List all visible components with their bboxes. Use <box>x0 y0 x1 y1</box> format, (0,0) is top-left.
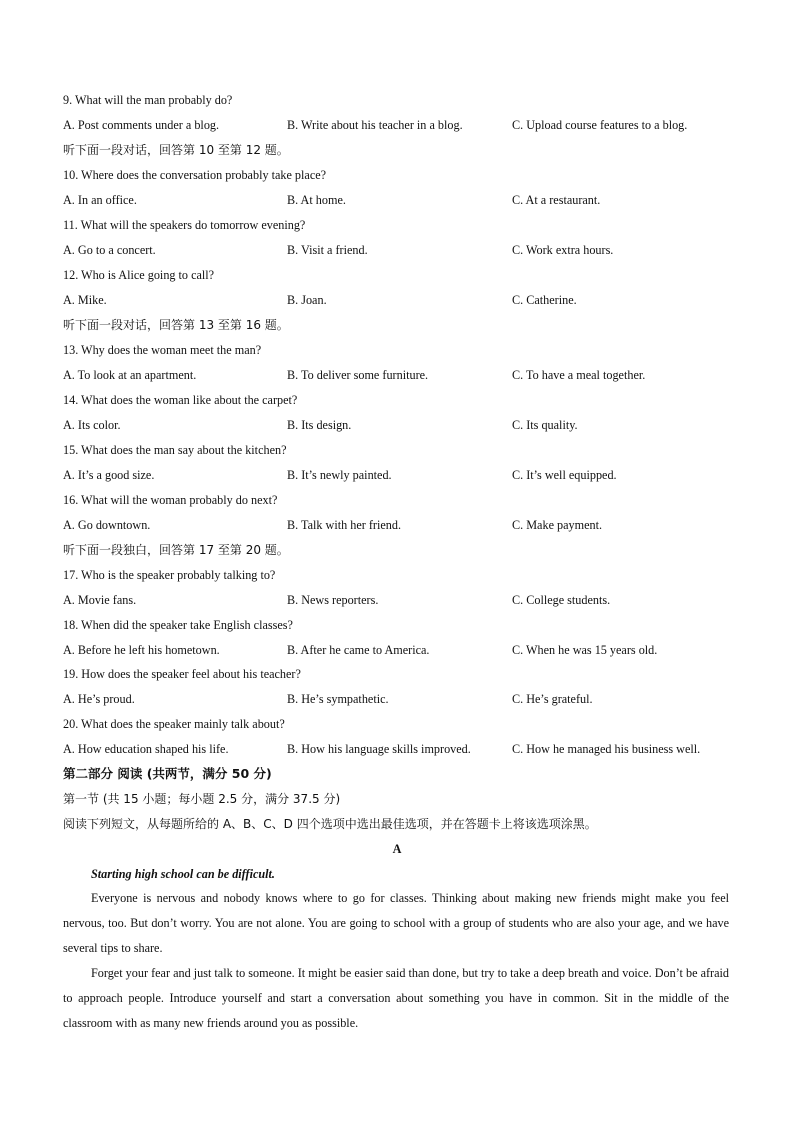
question-16: 16. What will the woman probably do next? <box>63 493 278 507</box>
option-b: B. He’s sympathetic. <box>287 692 389 706</box>
reading-instruction: 阅读下列短文，从每题所给的 A、B、C、D 四个选项中选出最佳选项，并在答题卡上将该选项涂黑。 <box>63 817 597 831</box>
section1-info: 第一节 (共 15 小题；每小题 2.5 分，满分 37.5 分) <box>63 792 341 806</box>
passage-title: Starting high school can be difficult. <box>91 867 275 881</box>
section-note: 听下面一段对话，回答第 13 至第 16 题。 <box>63 318 289 332</box>
option-c: C. Work extra hours. <box>512 243 614 257</box>
option-a: A. Go downtown. <box>63 518 151 532</box>
option-b: B. Write about his teacher in a blog. <box>287 118 463 132</box>
question-10: 10. Where does the conversation probably take place? <box>63 168 327 182</box>
option-c: C. Upload course features to a blog. <box>512 118 688 132</box>
option-b: B. News reporters. <box>287 593 379 607</box>
question-17: 17. Who is the speaker probably talking to? <box>63 568 276 582</box>
option-a: A. He’s proud. <box>63 692 135 706</box>
question-12: 12. Who is Alice going to call? <box>63 268 215 282</box>
question-13: 13. Why does the woman meet the man? <box>63 343 262 357</box>
option-b: B. How his language skills improved. <box>287 742 471 756</box>
question-20: 20. What does the speaker mainly talk about? <box>63 717 285 731</box>
option-c: C. How he managed his business well. <box>512 742 701 756</box>
option-b: B. Joan. <box>287 293 327 307</box>
option-c: C. Make payment. <box>512 518 603 532</box>
question-19: 19. How does the speaker feel about his teacher? <box>63 667 301 681</box>
option-c: C. To have a meal together. <box>512 368 646 382</box>
option-a: A. Its color. <box>63 418 121 432</box>
option-a: A. Post comments under a blog. <box>63 118 220 132</box>
option-a: A. Before he left his hometown. <box>63 643 220 657</box>
option-b: B. After he came to America. <box>287 643 430 657</box>
passage-label: A <box>392 842 402 856</box>
option-a: A. Mike. <box>63 293 107 307</box>
option-b: B. Visit a friend. <box>287 243 368 257</box>
question-15: 15. What does the man say about the kitchen? <box>63 443 287 457</box>
option-b: B. At home. <box>287 193 346 207</box>
question-11: 11. What will the speakers do tomorrow evening? <box>63 218 306 232</box>
option-b: B. Talk with her friend. <box>287 518 402 532</box>
option-b: B. Its design. <box>287 418 352 432</box>
section-note: 听下面一段独白，回答第 17 至第 20 题。 <box>63 543 289 557</box>
option-c: C. Catherine. <box>512 293 577 307</box>
option-c: C. It’s well equipped. <box>512 468 617 482</box>
option-a: A. How education shaped his life. <box>63 742 229 756</box>
question-9: 9. What will the man probably do? <box>63 93 233 107</box>
option-c: C. College students. <box>512 593 611 607</box>
option-b: B. It’s newly painted. <box>287 468 392 482</box>
option-c: C. When he was 15 years old. <box>512 643 658 657</box>
passage-paragraph-1: Everyone is nervous and nobody knows where to go for classes. Thinking about making new friends might make you feel nervous, too. But don’t worry. You are not alone. You are going to school with a group of students who are also your age, and we have several tips to share. <box>63 891 729 955</box>
part2-heading: 第二部分 阅读 (共两节，满分 50 分) <box>63 766 272 781</box>
question-18: 18. When did the speaker take English classes? <box>63 618 293 632</box>
option-c: C. At a restaurant. <box>512 193 601 207</box>
passage-paragraph-2: Forget your fear and just talk to someone. It might be easier said than done, but try to take a deep breath and voice. Don’t be afraid to approach people. Introduce yourself and start a conversation about something you have in common. Sit in the middle of the classroom with as many new friends around you as possible. <box>63 966 729 1030</box>
option-c: C. Its quality. <box>512 418 578 432</box>
option-a: A. Go to a concert. <box>63 243 156 257</box>
question-14: 14. What does the woman like about the carpet? <box>63 393 298 407</box>
option-a: A. To look at an apartment. <box>63 368 197 382</box>
option-b: B. To deliver some furniture. <box>287 368 429 382</box>
option-c: C. He’s grateful. <box>512 692 593 706</box>
option-a: A. In an office. <box>63 193 137 207</box>
option-a: A. It’s a good size. <box>63 468 155 482</box>
section-note: 听下面一段对话，回答第 10 至第 12 题。 <box>63 143 289 157</box>
option-a: A. Movie fans. <box>63 593 137 607</box>
